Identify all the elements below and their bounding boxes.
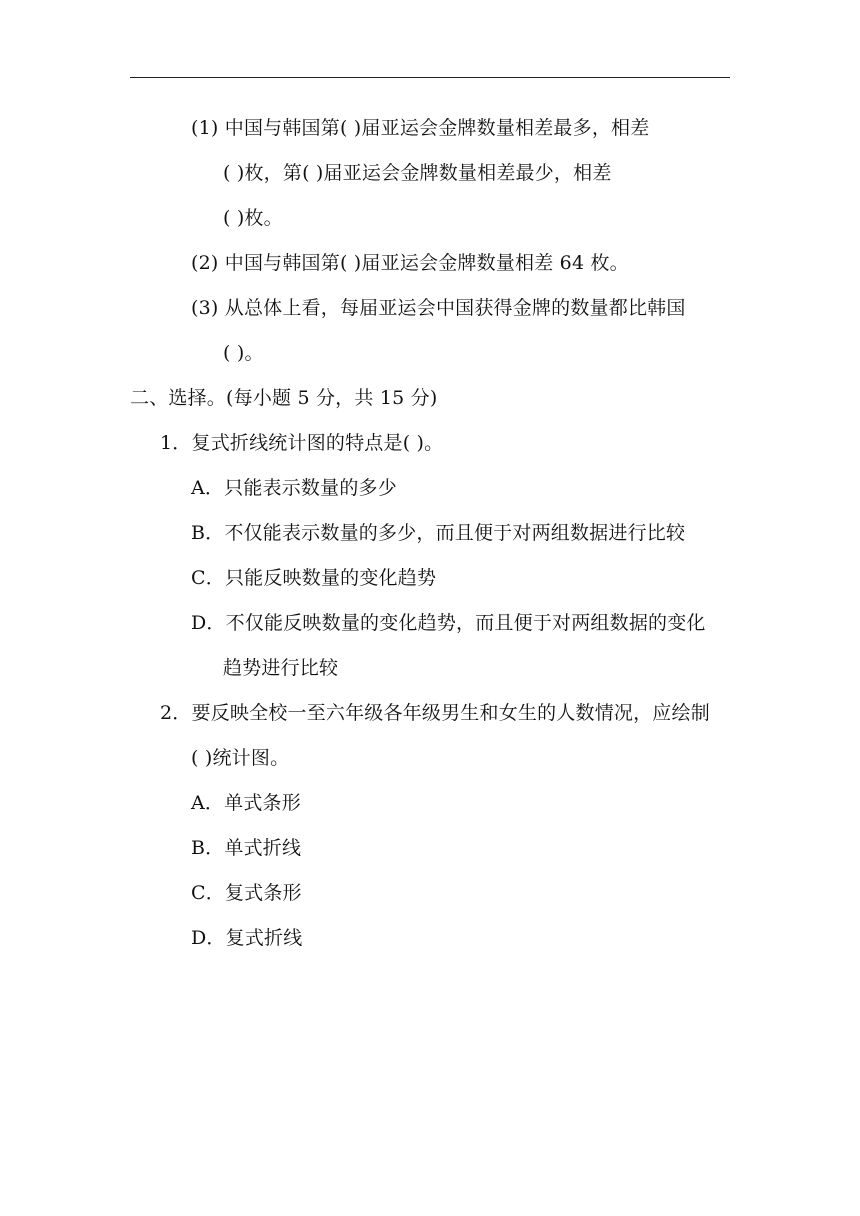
question1-option-d: D．不仅能反映数量的变化趋势，而且便于对两组数据的变化 bbox=[191, 612, 706, 634]
question1-option-c: C．只能反映数量的变化趋势 bbox=[191, 567, 437, 589]
question1-stem: 1．复式折线统计图的特点是( )。 bbox=[160, 432, 444, 454]
q2-line: (2) 中国与韩国第( )届亚运会金牌数量相差 64 枚。 bbox=[191, 252, 629, 274]
question2-stem-cont: ( )统计图。 bbox=[191, 747, 290, 769]
section2-heading: 二、选择。(每小题 5 分，共 15 分) bbox=[130, 387, 438, 409]
q3-line1: (3) 从总体上看，每届亚运会中国获得金牌的数量都比韩国 bbox=[191, 297, 686, 319]
question1-option-a: A．只能表示数量的多少 bbox=[191, 477, 397, 499]
question2-option-b: B．单式折线 bbox=[191, 837, 302, 859]
q3-line2: ( )。 bbox=[223, 342, 264, 364]
q1-line1: (1) 中国与韩国第( )届亚运会金牌数量相差最多，相差 bbox=[191, 117, 650, 139]
question2-option-a: A．单式条形 bbox=[191, 792, 301, 814]
question1-option-b: B．不仅能表示数量的多少，而且便于对两组数据进行比较 bbox=[191, 522, 686, 544]
question2-option-d: D．复式折线 bbox=[191, 927, 303, 949]
q1-line2: ( )枚，第( )届亚运会金牌数量相差最少，相差 bbox=[223, 162, 612, 184]
question2-stem: 2．要反映全校一至六年级各年级男生和女生的人数情况，应绘制 bbox=[160, 702, 710, 724]
top-rule bbox=[130, 77, 730, 78]
question2-option-c: C．复式条形 bbox=[191, 882, 302, 904]
question1-option-d-cont: 趋势进行比较 bbox=[223, 657, 339, 679]
q1-line3: ( )枚。 bbox=[223, 207, 283, 229]
